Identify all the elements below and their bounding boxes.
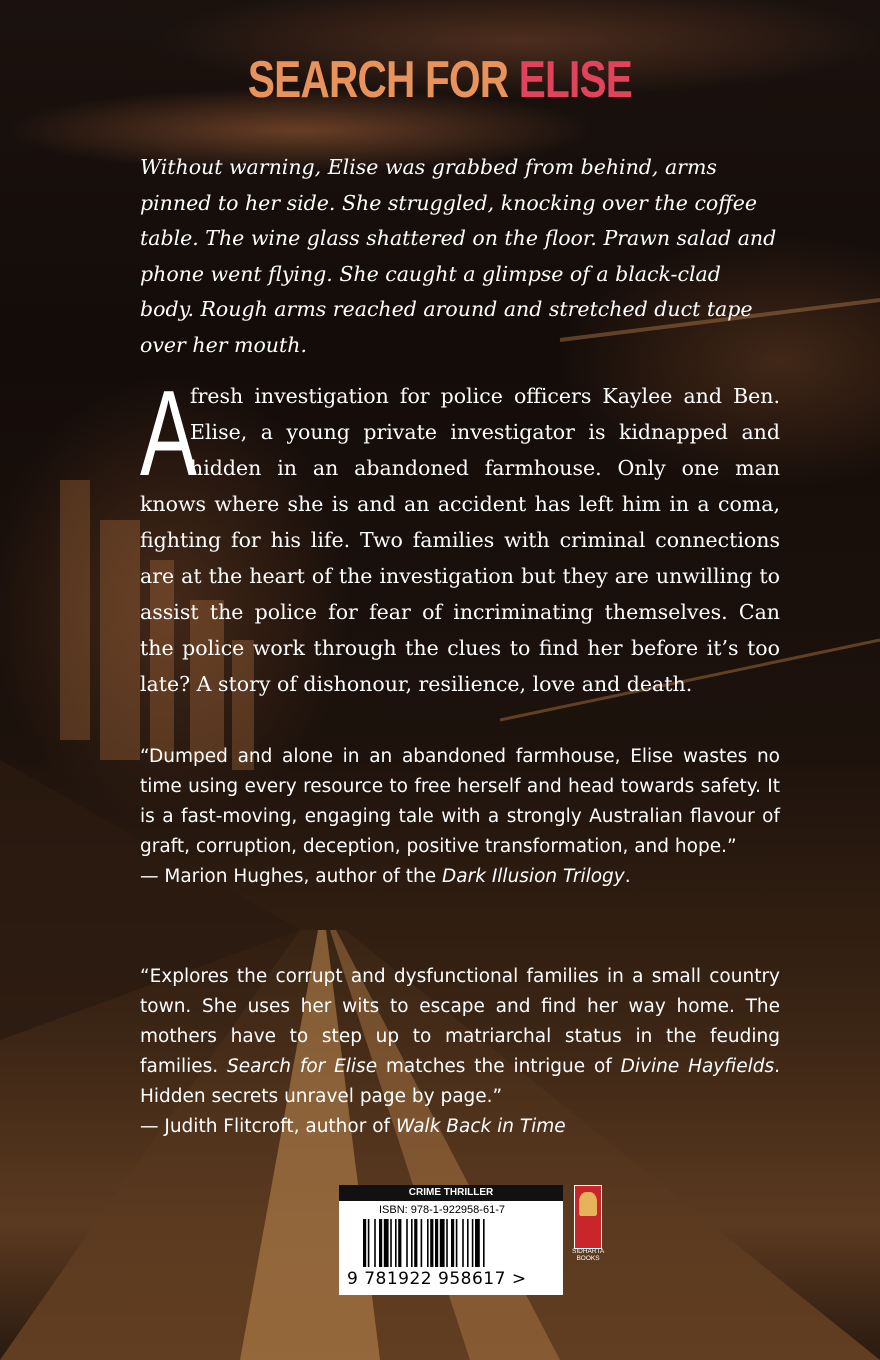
review-marion-hughes	[140, 742, 780, 892]
title-search-for: SEARCH FOR	[247, 51, 519, 109]
publisher-logo-icon	[574, 1185, 602, 1249]
publisher-name	[572, 1248, 604, 1262]
review-judith-flitcroft	[140, 962, 780, 1142]
review-attribution	[140, 1112, 780, 1142]
quote-book-title: Divine Hayfields	[620, 1056, 775, 1077]
book-title	[97, 50, 783, 110]
attribution-work: Dark Illusion Trilogy	[442, 866, 625, 887]
genre-label: CRIME THRILLER	[339, 1185, 563, 1201]
quote-book-title: Search for Elise	[227, 1056, 378, 1077]
isbn-text: ISBN: 978-1-922958-61-7	[379, 1204, 505, 1216]
quote-part: . Hidden secrets unravel page by page.”	[140, 1056, 781, 1107]
attribution-suffix: .	[624, 866, 631, 887]
attribution-prefix: — Marion Hughes, author of the	[140, 866, 443, 887]
quote-part: matches the intrigue of	[377, 1056, 621, 1077]
synopsis-text: fresh investigation for police officers Kaylee and Ben. Elise, a young private investigator is kidnapped and hidden in an abandoned farmhouse. Only one man knows where she is and an accident has left him in a coma, fighting for his life. Two families with criminal connections are at the heart of the investigation but they are unwilling to assist the police for fear of incriminating themselves. Can the police work through the clues to find her before it’s too late? A story of dishonour, resilience, love and death.	[140, 384, 780, 696]
review-quote: “Dumped and alone in an abandoned farmhouse, Elise wastes no time using every resource to free herself and head towards safety. It is a fast-moving, engaging tale with a strongly Australian flavour of graft, corruption, deception, positive transformation, and hope.”	[140, 746, 780, 857]
attribution-work: Walk Back in Time	[395, 1116, 566, 1137]
drop-cap: A	[140, 365, 197, 501]
quote-part: “Explores the corrupt and dysfunctional families in a small country town. She uses her wits to escape and find her way home. The mothers have to step up to matriarchal status in the feuding families.	[140, 966, 780, 1077]
barcode-block	[339, 1185, 563, 1295]
review-quote	[140, 962, 780, 1112]
barcode-bars	[363, 1219, 541, 1269]
barcode-digits: 9 781922 958617 >	[347, 1269, 527, 1289]
synopsis	[140, 365, 780, 702]
excerpt-text: Without warning, Elise was grabbed from behind, arms pinned to her side. She struggled, knocking over the coffee table. The wine glass shattered on the floor. Prawn salad and phone went flying. She caught a glimpse of a black-clad body. Rough arms reached around and stretched duct tape over her mouth.	[140, 155, 777, 357]
publisher-name-line1: SIDHARTA	[572, 1248, 605, 1255]
title-elise: ELISE	[518, 51, 633, 109]
publisher-name-line2: BOOKS	[576, 1255, 600, 1262]
attribution-prefix: — Judith Flitcroft, author of	[140, 1116, 396, 1137]
review-attribution	[140, 862, 780, 892]
